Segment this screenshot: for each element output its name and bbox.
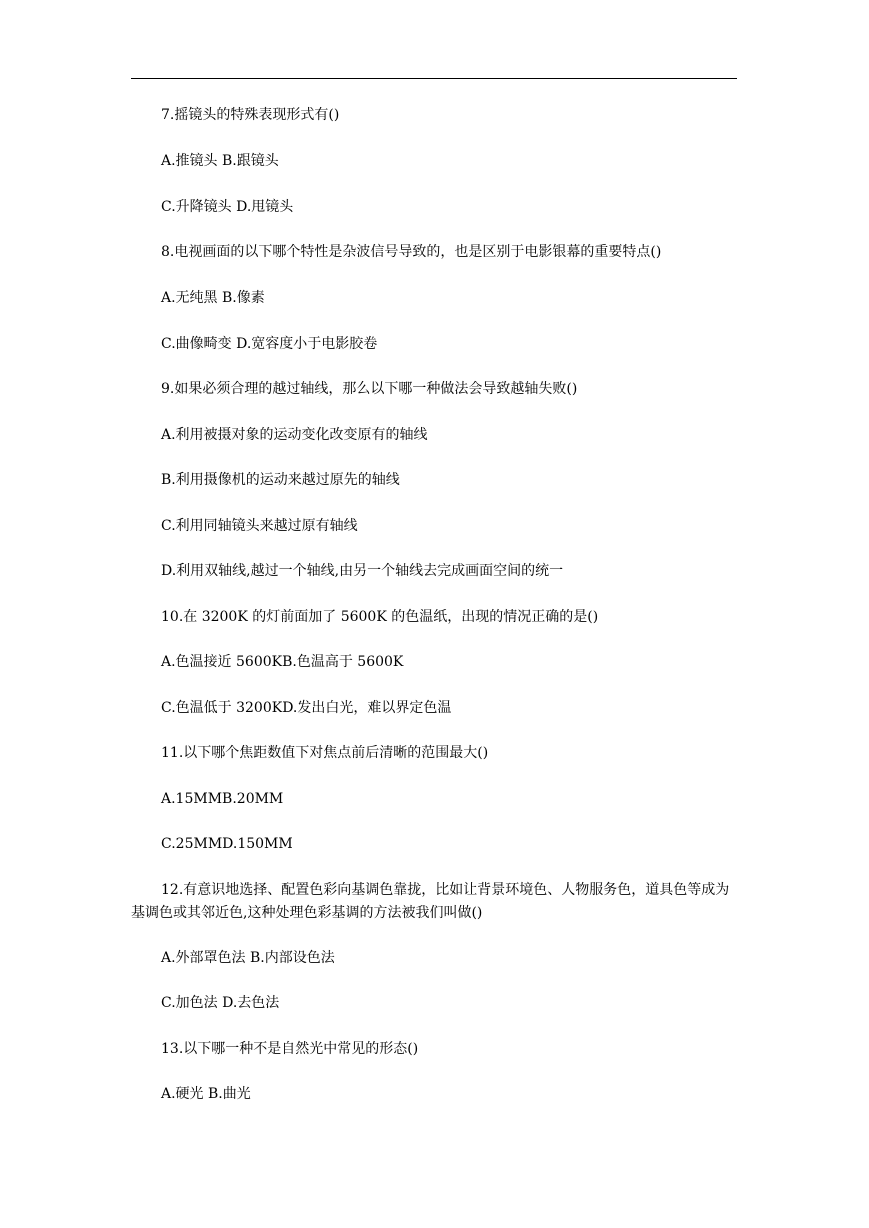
question-7: 7.摇镜头的特殊表现形式有() xyxy=(161,107,340,123)
question-12: 12.有意识地选择、配置色彩向基调色靠拢，比如让背景环境色、人物服务色，道具色等成为基调色或其邻近色,这种处理色彩基调的方法被我们叫做() xyxy=(131,882,730,921)
question-12-options-ab: A.外部罩色法 B.内部设色法 xyxy=(161,950,335,966)
question-9-option-c: C.利用同轴镜头来越过原有轴线 xyxy=(161,518,358,534)
header-rule xyxy=(131,78,737,79)
question-7-options-cd: C.升降镜头 D.甩镜头 xyxy=(161,199,294,215)
question-10: 10.在 3200K 的灯前面加了 5600K 的色温纸，出现的情况正确的是() xyxy=(161,609,599,625)
question-9-option-a: A.利用被摄对象的运动变化改变原有的轴线 xyxy=(161,427,428,443)
question-8-options-ab: A.无纯黑 B.像素 xyxy=(161,290,265,306)
question-7-options-ab: A.推镜头 B.跟镜头 xyxy=(161,153,279,169)
question-10-options-cd: C.色温低于 3200KD.发出白光，难以界定色温 xyxy=(161,700,452,716)
question-11-options-ab: A.15MMB.20MM xyxy=(161,791,284,807)
question-8: 8.电视画面的以下哪个特性是杂波信号导致的，也是区别于电影银幕的重要特点() xyxy=(161,244,662,260)
question-9-option-d: D.利用双轴线,越过一个轴线,由另一个轴线去完成画面空间的统一 xyxy=(161,563,564,579)
question-13-options-ab: A.硬光 B.曲光 xyxy=(161,1086,251,1102)
question-12-options-cd: C.加色法 D.去色法 xyxy=(161,995,280,1011)
question-13: 13.以下哪一种不是自然光中常见的形态() xyxy=(161,1041,419,1057)
question-10-options-ab: A.色温接近 5600KB.色温高于 5600K xyxy=(161,654,404,670)
question-8-options-cd: C.曲像畸变 D.宽容度小于电影胶卷 xyxy=(161,336,378,352)
question-9-option-b: B.利用摄像机的运动来越过原先的轴线 xyxy=(161,472,400,488)
question-9: 9.如果必须合理的越过轴线，那么以下哪一种做法会导致越轴失败() xyxy=(161,381,578,397)
question-11: 11.以下哪个焦距数值下对焦点前后清晰的范围最大() xyxy=(161,745,489,761)
question-11-options-cd: C.25MMD.150MM xyxy=(161,836,293,852)
